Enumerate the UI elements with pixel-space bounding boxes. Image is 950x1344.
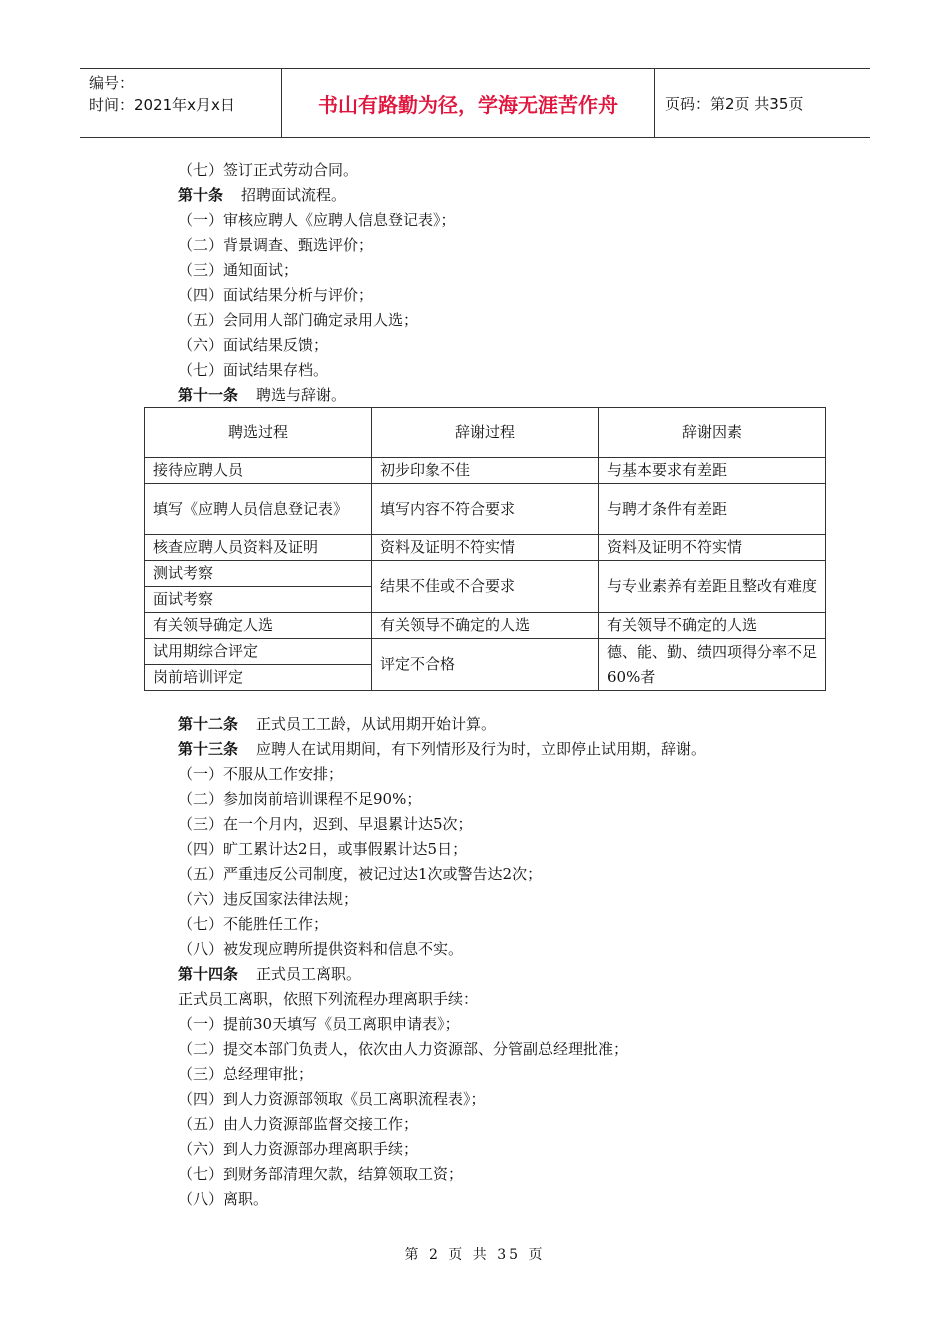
article-label: 第十条: [178, 186, 224, 204]
table-cell: 有关领导确定人选: [145, 613, 372, 639]
article-12: [178, 712, 828, 737]
list-item: （四）旷工累计达2日，或事假累计达5日；: [178, 840, 468, 858]
article-13: [178, 737, 828, 762]
list-item: （七）签订正式劳动合同。: [178, 161, 359, 179]
list-item: （一）审核应聘人《应聘人信息登记表》；: [178, 211, 456, 229]
doc-number-label: 编号：: [89, 74, 135, 92]
table-header-cell: 聘选过程: [145, 408, 372, 458]
list-item: （六）面试结果反馈；: [178, 336, 329, 354]
list-item: （七）面试结果存档。: [178, 361, 329, 379]
article-text: 招聘面试流程。: [241, 186, 347, 204]
article-label: 第十三条: [178, 740, 239, 758]
table-cell: 与基本要求有差距: [599, 458, 826, 484]
list-item: （七）到财务部清理欠款，结算领取工资；: [178, 1165, 464, 1183]
table-cell: 填写《应聘人员信息登记表》: [145, 484, 372, 535]
table-cell: 评定不合格: [372, 639, 599, 691]
table-cell: 结果不佳或不合要求: [372, 561, 599, 613]
list-item: （三）通知面试；: [178, 261, 299, 279]
table-cell: 有关领导不确定的人选: [372, 613, 599, 639]
table-row: [145, 484, 826, 535]
list-item: （六）违反国家法律法规；: [178, 890, 359, 908]
list-item: （三）在一个月内，迟到、早退累计达5次；: [178, 815, 473, 833]
header-meta: [80, 69, 282, 137]
list-item: （四）到人力资源部领取《员工离职流程表》；: [178, 1090, 486, 1108]
list-item: （三）总经理审批；: [178, 1065, 314, 1083]
section-recruitment-process: [178, 158, 828, 408]
table-cell: 面试考察: [145, 587, 372, 613]
table-cell: 有关领导不确定的人选: [599, 613, 826, 639]
table-header-row: [145, 408, 826, 458]
table-cell: 初步印象不佳: [372, 458, 599, 484]
article-14: [178, 962, 828, 987]
list-item: （一）提前30天填写《员工离职申请表》；: [178, 1015, 460, 1033]
list-item: （二）提交本部门负责人，依次由人力资源部、分管副总经理批准；: [178, 1040, 629, 1058]
table-cell: 与聘才条件有差距: [599, 484, 826, 535]
article-14-intro: 正式员工离职，依照下列流程办理离职手续：: [178, 990, 479, 1008]
table-header-cell: 辞谢因素: [599, 408, 826, 458]
selection-rejection-table: [144, 407, 826, 691]
list-item: （八）离职。: [178, 1190, 269, 1208]
table-cell: 接待应聘人员: [145, 458, 372, 484]
table-cell: 岗前培训评定: [145, 665, 372, 691]
table-row: [145, 458, 826, 484]
list-item: （二）参加岗前培训课程不足90%；: [178, 790, 422, 808]
list-item: （六）到人力资源部办理离职手续；: [178, 1140, 419, 1158]
section-employment-rules: [178, 712, 828, 1212]
table-cell: 试用期综合评定: [145, 639, 372, 665]
header-motto: 书山有路勤为径，学海无涯苦作舟: [282, 69, 655, 137]
article-text: 正式员工离职。: [256, 965, 362, 983]
list-item: （四）面试结果分析与评价；: [178, 286, 374, 304]
article-text: 正式员工工龄，从试用期开始计算。: [256, 715, 497, 733]
article-label: 第十四条: [178, 965, 239, 983]
page-footer: 第 2 页 共 35 页: [404, 1247, 546, 1263]
list-item: （五）严重违反公司制度，被记过达1次或警告达2次；: [178, 865, 543, 883]
page-header: [80, 68, 870, 138]
list-item: （七）不能胜任工作；: [178, 915, 329, 933]
table-cell: 资料及证明不符实情: [599, 535, 826, 561]
table-row: [145, 613, 826, 639]
table-row: [145, 561, 826, 587]
table-cell: 与专业素养有差距且整改有难度: [599, 561, 826, 613]
article-label: 第十一条: [178, 386, 239, 404]
table-cell: 资料及证明不符实情: [372, 535, 599, 561]
list-item: （二）背景调查、甄选评价；: [178, 236, 374, 254]
list-item: （一）不服从工作安排；: [178, 765, 344, 783]
article-11: [178, 383, 828, 408]
article-label: 第十二条: [178, 715, 239, 733]
list-item: （八）被发现应聘所提供资料和信息不实。: [178, 940, 464, 958]
table-cell: 核查应聘人员资料及证明: [145, 535, 372, 561]
table-row: [145, 639, 826, 665]
table-cell: 测试考察: [145, 561, 372, 587]
table-header-cell: 辞谢过程: [372, 408, 599, 458]
article-text: 聘选与辞谢。: [256, 386, 347, 404]
article-text: 应聘人在试用期间，有下列情形及行为时，立即停止试用期，辞谢。: [256, 740, 707, 758]
header-page-label: 页码：第2页 共35页: [665, 94, 804, 113]
article-10: [178, 183, 828, 208]
table-cell: 德、能、勤、绩四项得分率不足60%者: [599, 639, 826, 691]
table-cell: 填写内容不符合要求: [372, 484, 599, 535]
list-item: （五）由人力资源部监督交接工作；: [178, 1115, 419, 1133]
list-item: （五）会同用人部门确定录用人选；: [178, 311, 419, 329]
table-row: [145, 535, 826, 561]
doc-time-label: 时间：2021年x月x日: [89, 96, 235, 114]
